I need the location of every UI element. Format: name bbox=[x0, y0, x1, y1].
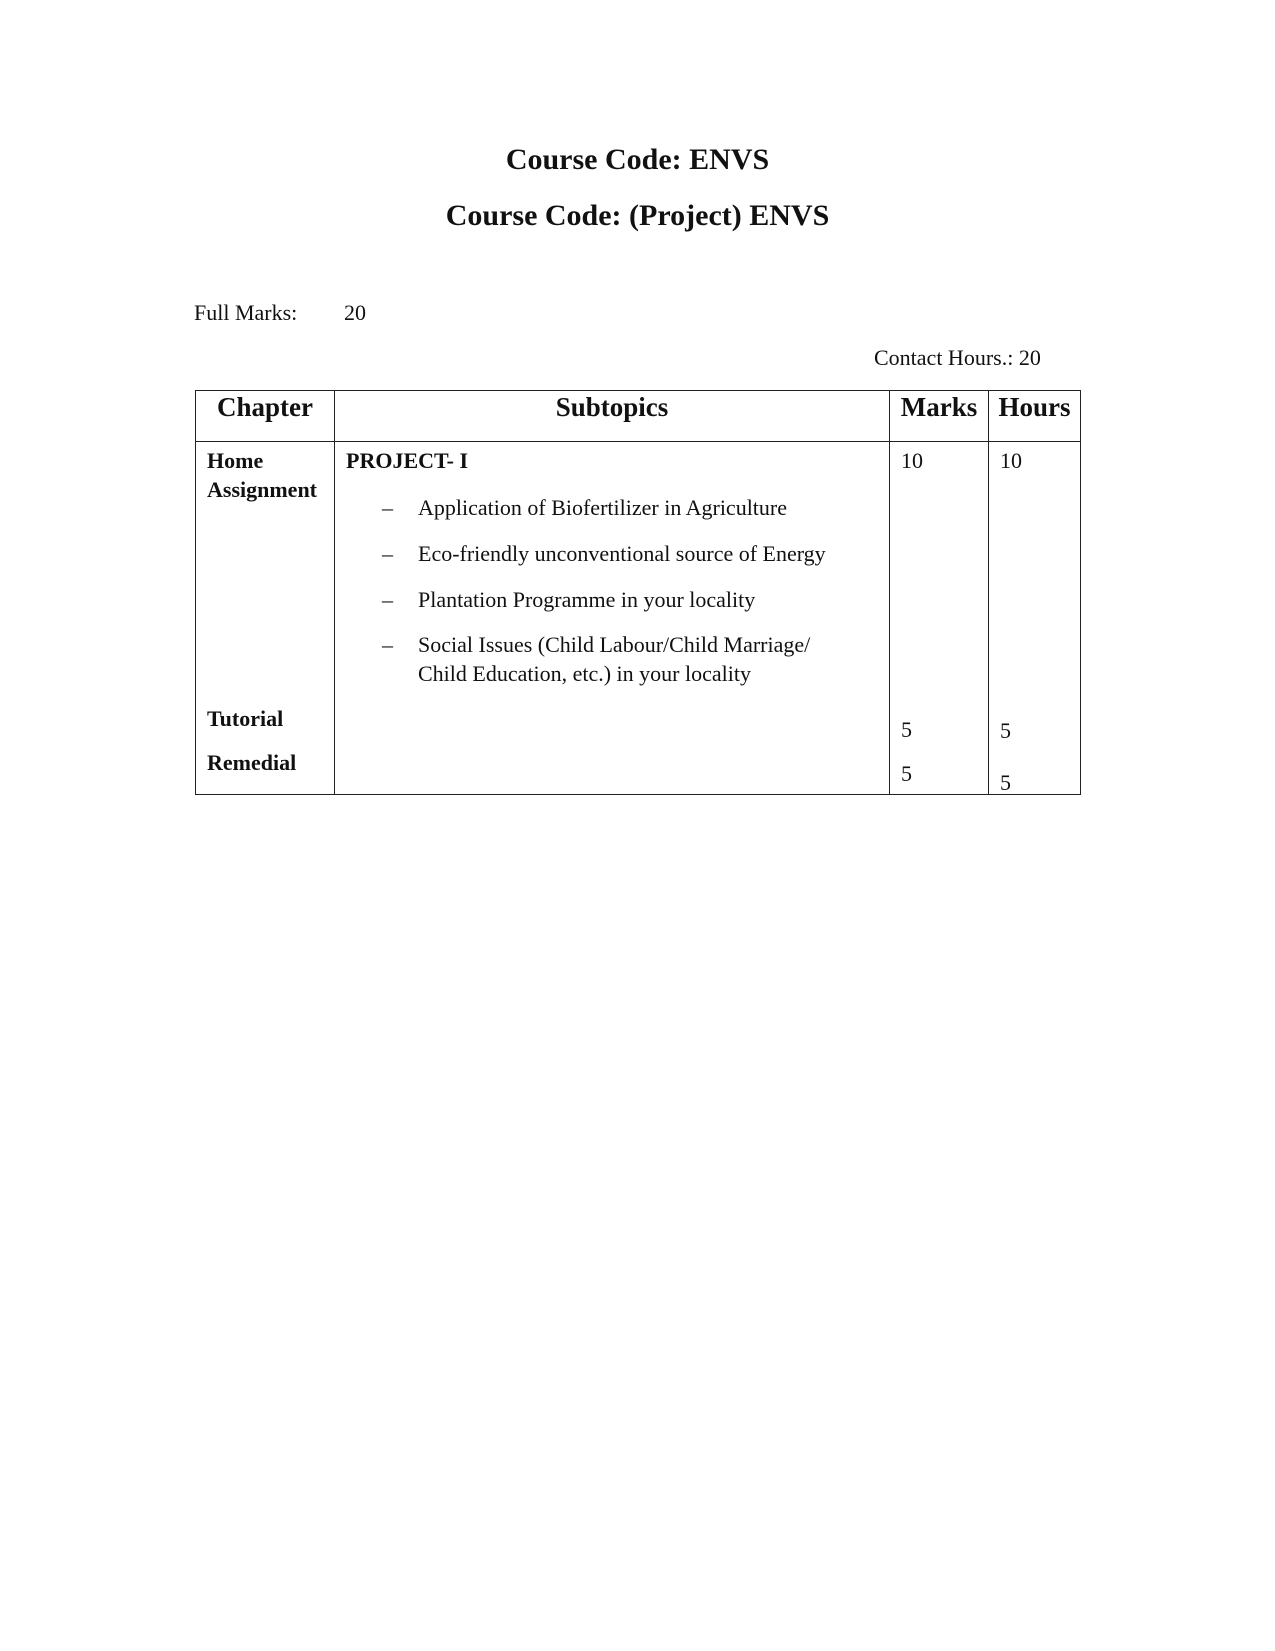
subtopics-cell bbox=[335, 442, 890, 795]
marks-tutorial: 5 bbox=[901, 717, 912, 742]
header-hours: Hours bbox=[989, 391, 1081, 442]
full-marks-label: Full Marks: bbox=[194, 300, 298, 325]
hours-project: 10 bbox=[1000, 448, 1022, 473]
subtopic-text: Application of Biofertilizer in Agriculture bbox=[418, 495, 788, 520]
chapter-tutorial: Tutorial bbox=[207, 706, 284, 731]
subtopic-text: Plantation Programme in your locality bbox=[418, 587, 756, 612]
dash-bullet: – bbox=[382, 495, 393, 520]
subtopic-text: Social Issues (Child Labour/Child Marriage/ Child Education, etc.) in your locality bbox=[418, 632, 811, 686]
marks-remedial: 5 bbox=[901, 761, 912, 786]
list-item bbox=[382, 493, 872, 522]
syllabus-table bbox=[195, 390, 1081, 795]
full-marks-value: 20 bbox=[344, 300, 366, 325]
course-code-title: Course Code: ENVS bbox=[505, 143, 770, 176]
full-marks bbox=[194, 300, 366, 326]
marks-cell bbox=[890, 442, 989, 795]
table-row bbox=[196, 442, 1081, 795]
header-chapter: Chapter bbox=[196, 391, 335, 442]
marks-project: 10 bbox=[901, 448, 923, 473]
subtopic-text: Eco-friendly unconventional source of Energy bbox=[418, 541, 826, 566]
list-item bbox=[382, 585, 872, 614]
list-item bbox=[382, 630, 852, 688]
hours-cell bbox=[989, 442, 1081, 795]
project-heading: PROJECT- I bbox=[346, 448, 469, 473]
chapter-remedial: Remedial bbox=[207, 750, 297, 775]
dash-bullet: – bbox=[382, 632, 393, 657]
table-header-row bbox=[196, 391, 1081, 442]
dash-bullet: – bbox=[382, 541, 393, 566]
dash-bullet: – bbox=[382, 587, 393, 612]
header-marks: Marks bbox=[890, 391, 989, 442]
chapter-cell bbox=[196, 442, 335, 795]
contact-hours: Contact Hours.: 20 bbox=[874, 345, 1041, 370]
hours-remedial: 5 bbox=[1000, 770, 1011, 795]
header-subtopics: Subtopics bbox=[335, 391, 890, 442]
hours-tutorial: 5 bbox=[1000, 718, 1011, 743]
list-item bbox=[382, 539, 872, 568]
chapter-home-assignment: Home Assignment bbox=[207, 448, 318, 502]
project-course-code-title: Course Code: (Project) ENVS bbox=[445, 199, 830, 232]
